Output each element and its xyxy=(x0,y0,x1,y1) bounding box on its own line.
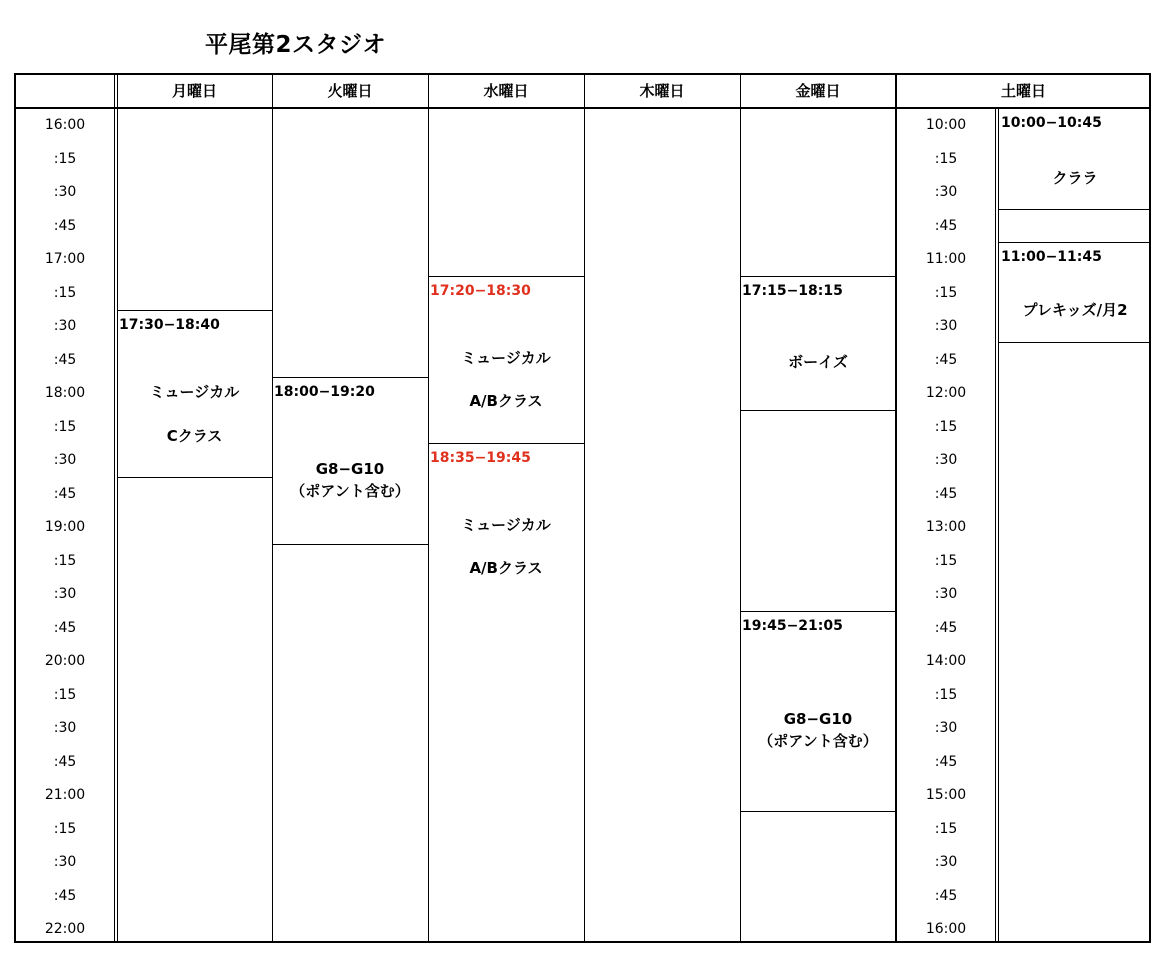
class-block-mon-musical-c xyxy=(117,310,272,478)
time-label: :30 xyxy=(53,854,77,870)
class-time: 11:00−11:45 xyxy=(1001,249,1102,265)
class-name: G8−G10 xyxy=(315,460,385,478)
time-label: 15:00 xyxy=(925,787,967,803)
time-label: 17:00 xyxy=(44,251,86,267)
time-label: :15 xyxy=(53,552,77,569)
class-level: A/Bクラス xyxy=(469,392,543,410)
sat-time-divider-inner xyxy=(998,107,999,941)
time-column-divider-inner xyxy=(117,75,118,941)
time-label: :15 xyxy=(53,284,77,301)
time-label: :45 xyxy=(53,217,77,234)
time-label: 16:00 xyxy=(925,921,967,937)
time-label: :30 xyxy=(53,586,77,602)
day-header-thu: 木曜日 xyxy=(639,82,685,100)
page-title: 平尾第2スタジオ xyxy=(205,32,387,58)
class-block-sat-prekids xyxy=(999,242,1151,343)
time-label: :45 xyxy=(934,351,958,368)
timetable xyxy=(14,73,1151,943)
time-label: :15 xyxy=(934,150,958,167)
time-label: :45 xyxy=(934,485,958,502)
day-header-fri: 金曜日 xyxy=(795,82,841,100)
time-label: :15 xyxy=(53,820,77,837)
time-label: 16:00 xyxy=(44,117,86,133)
class-time: 10:00−10:45 xyxy=(1001,115,1102,131)
class-time: 17:20−18:30 xyxy=(430,283,531,299)
class-level: A/Bクラス xyxy=(469,559,543,577)
time-label: :30 xyxy=(53,184,77,200)
time-label: 20:00 xyxy=(44,653,86,669)
class-name: ボーイズ xyxy=(788,353,848,371)
time-label: 12:00 xyxy=(925,385,967,401)
time-label: :30 xyxy=(53,318,77,334)
time-label: :45 xyxy=(934,619,958,636)
time-label: :45 xyxy=(934,887,958,904)
class-name: プレキッズ/月2 xyxy=(1022,301,1128,319)
time-label: 18:00 xyxy=(44,385,86,401)
class-block-sat-clara xyxy=(999,109,1151,210)
class-name: ミュージカル xyxy=(461,516,551,534)
class-level: Cクラス xyxy=(166,427,223,445)
class-time: 18:35−19:45 xyxy=(430,450,531,466)
day-header-mon: 月曜日 xyxy=(171,82,217,100)
time-label: :15 xyxy=(934,418,958,435)
time-label: :30 xyxy=(934,720,958,736)
class-note: （ポアント含む） xyxy=(290,482,410,500)
time-label: :30 xyxy=(53,720,77,736)
time-label: 19:00 xyxy=(44,519,86,535)
time-label: :30 xyxy=(934,854,958,870)
time-label: :30 xyxy=(934,586,958,602)
class-time: 17:30−18:40 xyxy=(119,317,220,333)
day-header-tue: 火曜日 xyxy=(327,82,373,100)
class-block-fri-boys xyxy=(740,276,896,411)
time-label: 10:00 xyxy=(925,117,967,133)
time-label: :45 xyxy=(53,753,77,770)
class-time: 17:15−18:15 xyxy=(742,283,843,299)
class-name: ミュージカル xyxy=(461,349,551,367)
time-label: :15 xyxy=(934,686,958,703)
sat-time-divider xyxy=(995,107,996,941)
wed-thu-divider xyxy=(584,75,585,941)
time-label: 22:00 xyxy=(44,921,86,937)
time-label: 13:00 xyxy=(925,519,967,535)
class-name: G8−G10 xyxy=(783,710,853,728)
time-column-divider xyxy=(114,75,115,941)
time-label: :15 xyxy=(934,284,958,301)
time-label: 21:00 xyxy=(44,787,86,803)
time-label: :15 xyxy=(934,552,958,569)
class-name: クララ xyxy=(1052,169,1098,187)
time-label: :30 xyxy=(934,184,958,200)
class-block-fri-g8-g10 xyxy=(740,611,896,812)
time-label: :15 xyxy=(53,686,77,703)
time-label: :30 xyxy=(934,318,958,334)
class-block-tue-g8-g10 xyxy=(272,377,428,545)
class-block-wed-musical-ab-1 xyxy=(428,276,584,444)
time-label: 14:00 xyxy=(925,653,967,669)
time-label: :30 xyxy=(53,452,77,468)
time-label: :45 xyxy=(934,753,958,770)
day-header-sat: 土曜日 xyxy=(1000,82,1046,100)
time-label: :45 xyxy=(53,887,77,904)
class-time: 18:00−19:20 xyxy=(274,384,375,400)
time-label: :45 xyxy=(53,619,77,636)
time-label: :45 xyxy=(934,217,958,234)
time-label: 11:00 xyxy=(925,251,967,267)
time-label: :45 xyxy=(53,351,77,368)
class-time: 19:45−21:05 xyxy=(742,618,843,634)
time-label: :15 xyxy=(934,820,958,837)
class-name: ミュージカル xyxy=(149,383,240,401)
class-note: （ポアント含む） xyxy=(758,732,878,750)
time-label: :15 xyxy=(53,418,77,435)
time-label: :30 xyxy=(934,452,958,468)
time-label: :45 xyxy=(53,485,77,502)
class-block-wed-musical-ab-2 xyxy=(428,443,584,611)
time-label: :15 xyxy=(53,150,77,167)
day-header-wed: 水曜日 xyxy=(483,82,529,100)
